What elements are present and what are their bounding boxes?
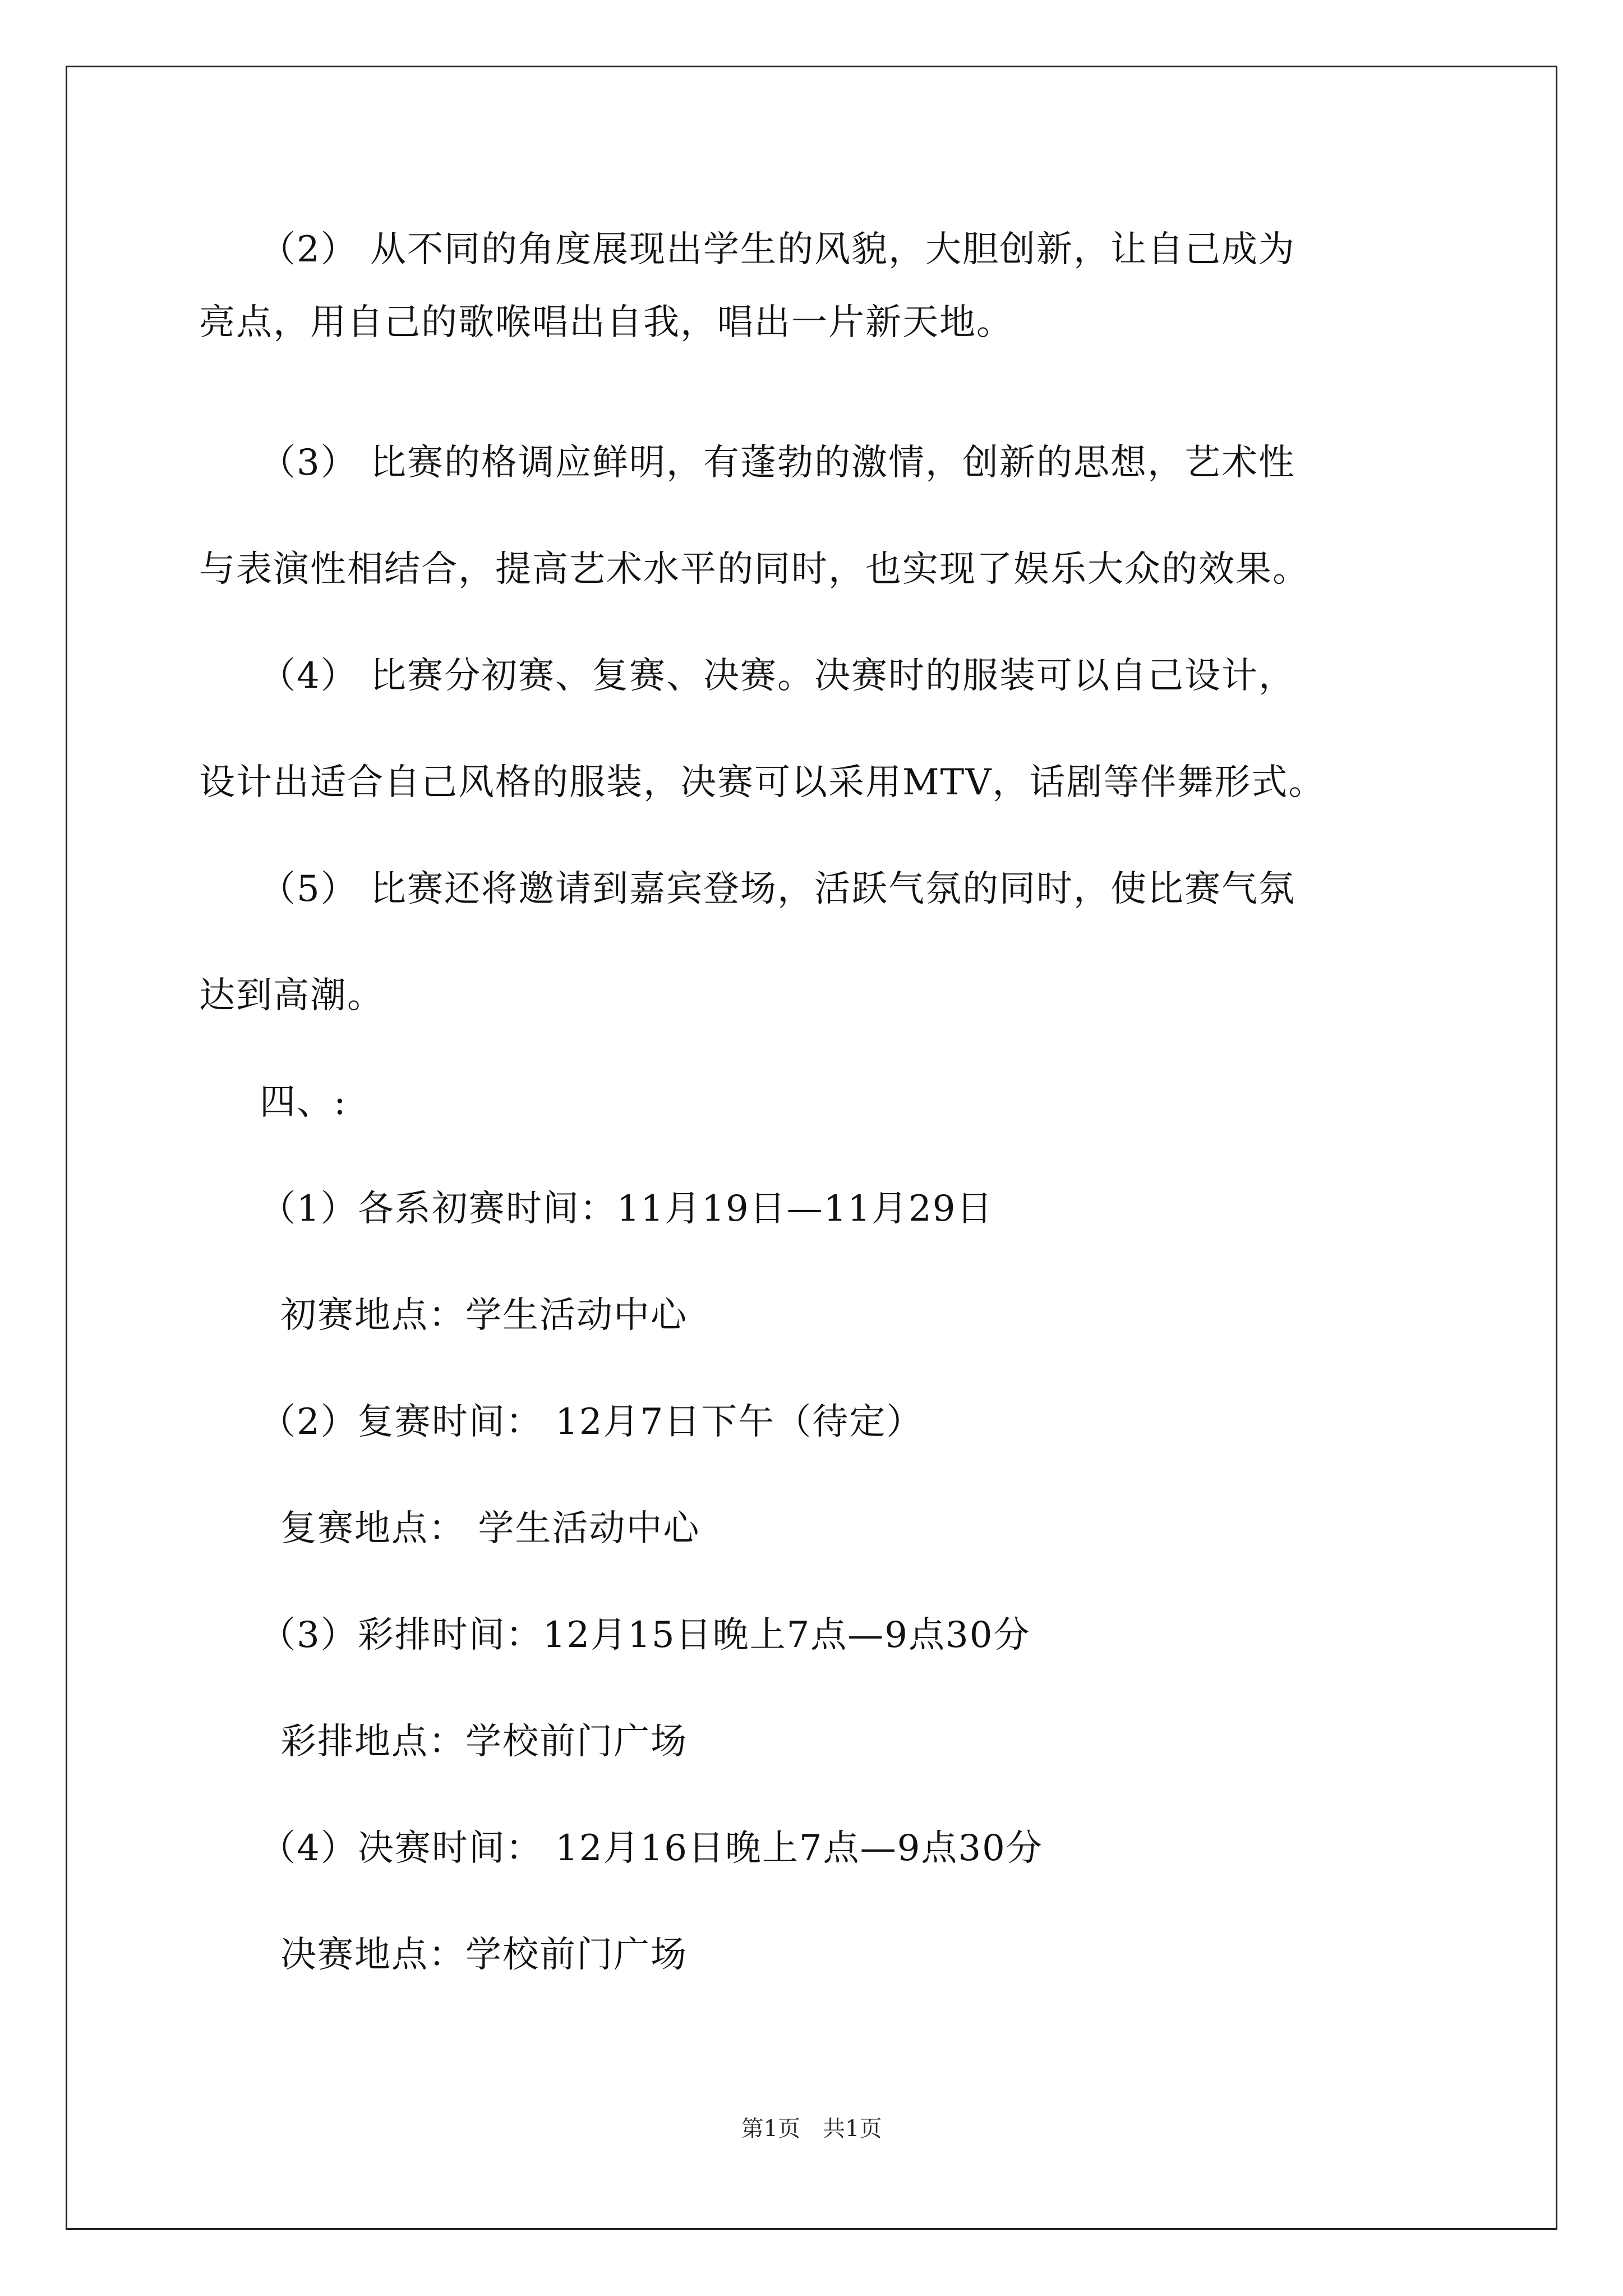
paragraph-4-line-2: 设计出适合自己风格的服装，决赛可以采用MTV，话剧等伴舞形式。 (199, 762, 1326, 803)
schedule-item-4-place: 决赛地点：学校前门广场 (280, 1934, 688, 1976)
paragraph-3-line-1: （3） 比赛的格调应鲜明，有蓬勃的激情，创新的思想，艺术性 (260, 442, 1296, 484)
paragraph-2-line-2: 亮点，用自己的歌喉唱出自我，唱出一片新天地。 (199, 302, 1013, 343)
paragraph-3-line-2: 与表演性相结合，提高艺术水平的同时，也实现了娱乐大众的效果。 (199, 549, 1310, 590)
schedule-item-1-place: 初赛地点：学生活动中心 (280, 1295, 688, 1336)
paragraph-2-line-1: （2） 从不同的角度展现出学生的风貌，大胆创新，让自己成为 (260, 229, 1296, 270)
paragraph-5-line-1: （5） 比赛还将邀请到嘉宾登场，活跃气氛的同时，使比赛气氛 (260, 868, 1296, 910)
paragraph-4-line-1: （4） 比赛分初赛、复赛、决赛。决赛时的服装可以自己设计， (260, 655, 1296, 697)
schedule-item-4-time: （4）决赛时间： 12月16日晚上7点—9点30分 (260, 1828, 1043, 1869)
page-border (66, 66, 1557, 2230)
paragraph-5-line-2: 达到高潮。 (199, 975, 384, 1016)
schedule-item-3-place: 彩排地点：学校前门广场 (280, 1721, 688, 1763)
page-footer: 第1页 共1页 (741, 2116, 882, 2142)
section-heading: 四、: (260, 1082, 347, 1123)
schedule-item-2-place: 复赛地点： 学生活动中心 (280, 1508, 700, 1549)
schedule-item-2-time: （2）复赛时间： 12月7日下午（待定） (260, 1401, 924, 1443)
schedule-item-1-time: （1）各系初赛时间：11月19日—11月29日 (260, 1188, 994, 1230)
schedule-item-3-time: （3）彩排时间：12月15日晚上7点—9点30分 (260, 1614, 1031, 1656)
